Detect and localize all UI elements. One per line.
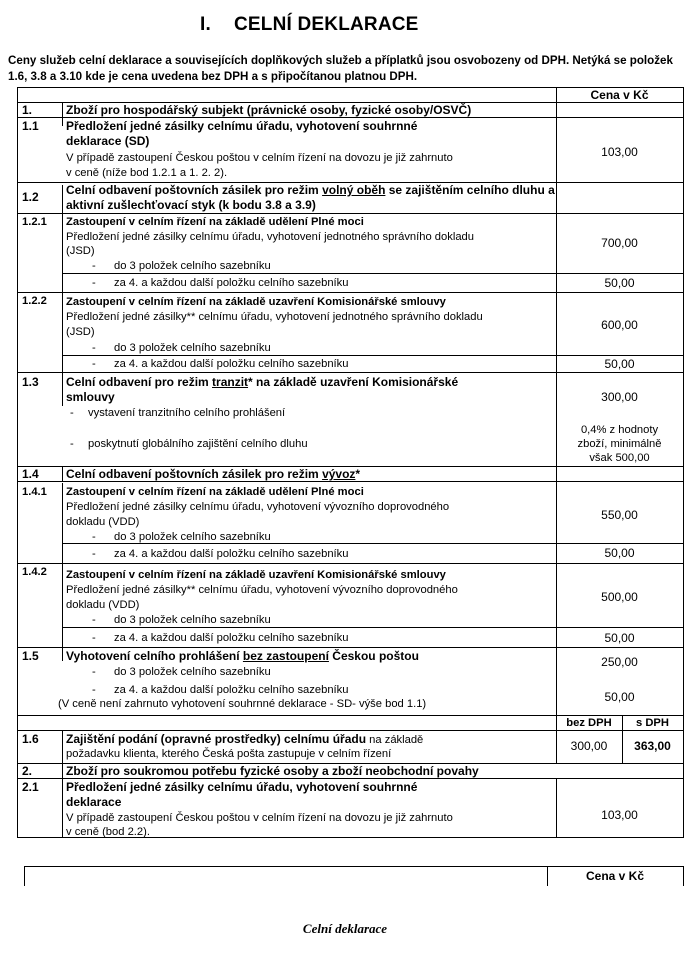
row-title: Celní odbavení poštovních zásilek pro režim vývoz* [66,467,361,481]
bullet: - [92,684,96,696]
bullet: - [92,260,96,272]
row-subitem: poskytnutí globálního zajištění celního dluhu [88,438,308,450]
row-line [24,866,684,867]
price: 103,00 [601,145,638,159]
row-number: 1.4.1 [22,486,47,498]
num-col-divider [62,372,63,406]
row-number: 1.4 [22,467,39,481]
price: 500,00 [601,590,638,604]
table-border-left [17,87,18,837]
row-title: Zajištění podání (opravné prostředky) celnímu úřadu na základě [66,732,424,746]
section-heading: Zboží pro hospodářský subjekt (právnické osoby, fyzické osoby/OSVČ) [66,103,472,117]
bullet: - [70,407,74,419]
row-title: deklarace (SD) [66,134,150,148]
row-number: 1.2.2 [22,295,47,307]
row-subitem: vystavení tranzitního celního prohlášení [88,407,286,419]
num-col-divider [62,466,63,481]
row-note: v ceně (bod 2.2). [66,826,150,838]
bullet: - [92,614,96,626]
price: 300,00 [601,390,638,404]
row-number: 1.1 [22,119,39,133]
bullet: - [92,342,96,354]
row-number: 1.5 [22,649,39,663]
row-text: Předložení jedné zásilky celnímu úřadu, vyhotovení jednotného správního dokladu [66,231,474,243]
price: však 500,00 [589,452,650,464]
section-heading: Zboží pro soukromou potřebu fyzické osoby a zboží neobchodní povahy [66,764,479,778]
row-text: Předložení jedné zásilky celnímu úřadu, vyhotovení vývozního doprovodného [66,501,450,513]
row-number: 1.2 [22,190,39,204]
row-text: (JSD) [66,326,95,338]
row-title: Zastoupení v celním řízení na základě uzavření Komisionářské smlouvy [66,569,446,581]
row-subitem: do 3 položek celního sazebníku [114,614,271,626]
row-title: aktivní zušlechťovací styk (k bodu 3.8 a 3.9) [66,198,316,212]
num-col-divider [62,213,63,292]
row-note: V případě zastoupení Českou poštou v celním řízení na dovozu je již zahrnuto [66,812,453,824]
row-text: Předložení jedné zásilky** celnímu úřadu, vyhotovení vývozního doprovodného [66,584,458,596]
section-title: CELNÍ DEKLARACE [234,14,419,35]
row-subitem: za 4. a každou další položku celního sazebníku [114,548,349,560]
price: 700,00 [601,236,638,250]
price-header: Cena v Kč [590,88,649,102]
row-number: 2. [22,764,33,778]
num-col-divider [62,763,63,778]
row-title: Zastoupení v celním řízení na základě udělení Plné moci [66,216,364,228]
price-with-vat-header: s DPH [636,717,669,729]
intro-paragraph: Ceny služeb celní deklarace a souvisejících doplňkových služeb a příplatků jsou osvobozeny od DPH. Netýká se položek 1.6, 3.8 a 3.10 kde je cena uvedena bez DPH a s připočítanou platnou DPH. [8,54,673,83]
row-subitem: do 3 položek celního sazebníku [114,342,271,354]
row-subitem: do 3 položek celního sazebníku [114,260,271,272]
price: 600,00 [601,318,638,332]
price: 250,00 [601,655,638,669]
bullet: - [92,632,96,644]
row-line [17,730,684,731]
row-title: Předložení jedné zásilky celnímu úřadu, vyhotovení souhrnné [66,119,418,133]
bullet: - [92,666,96,678]
row-number: 1. [22,103,33,117]
num-col-divider [62,563,63,647]
price: 50,00 [604,357,635,371]
bullet: - [92,277,96,289]
row-line [17,563,684,564]
price: 0,4% z hodnoty [580,424,659,436]
price-without-vat: 300,00 [570,739,608,753]
bullet: - [92,548,96,560]
row-line [62,627,684,628]
num-col-divider [62,647,63,661]
row-title: smlouvy [66,390,115,404]
bullet: - [92,358,96,370]
price-without-vat-header: bez DPH [566,717,612,729]
row-title: deklarace [66,795,122,809]
num-col-divider [62,483,63,563]
bullet: - [70,438,74,450]
price: 50,00 [604,276,635,290]
row-line [17,292,684,293]
row-text: (JSD) [66,245,95,257]
row-subitem: za 4. a každou další položku celního sazebníku [114,684,349,696]
num-col-divider [62,292,63,372]
price: 50,00 [604,690,635,704]
row-note: V případě zastoupení Českou poštou v celním řízení na dovozu je již zahrnuto [66,152,453,164]
row-title: Předložení jedné zásilky celnímu úřadu, vyhotovení souhrnné [66,780,418,794]
table-border-left [24,866,25,886]
row-number: 1.3 [22,375,39,389]
row-text: dokladu (VDD) [66,516,140,528]
row-title: Celní odbavení pro režim tranzit* na základě uzavření Komisionářské [66,375,459,389]
row-subitem: do 3 položek celního sazebníku [114,666,271,678]
bullet: - [92,531,96,543]
table-border-right [683,866,684,886]
price: 50,00 [604,631,635,645]
num-col-divider [62,778,63,837]
page-title [200,14,419,36]
row-text: Předložení jedné zásilky** celnímu úřadu, vyhotovení jednotného správního dokladu [66,311,483,323]
row-line [17,372,684,373]
row-number: 1.6 [22,732,39,746]
row-number: 2.1 [22,780,39,794]
table-border-right [683,87,684,837]
page-footer: Celní deklarace [302,921,388,936]
price-header: Cena v Kč [585,869,645,883]
row-line [17,647,684,648]
num-col-divider [62,730,63,763]
row-note: v ceně (níže bod 1.2.1 a 1. 2. 2). [66,167,228,179]
row-text: dokladu (VDD) [66,599,140,611]
price: zboží, minimálně [577,438,662,450]
price: 550,00 [601,508,638,522]
row-subitem: do 3 položek celního sazebníku [114,531,271,543]
num-col-divider [62,185,63,213]
section-number: I. [200,14,211,35]
row-line [17,213,684,214]
row-title: Vyhotovení celního prohlášení bez zastoupení Českou poštou [66,649,419,663]
price: 50,00 [604,546,635,560]
row-subitem: za 4. a každou další položku celního sazebníku [114,358,349,370]
row-note: (V ceně není zahrnuto vyhotovení souhrnné deklarace - SD- výše bod 1.1) [58,698,427,710]
row-text: požadavku klienta, kterého Česká pošta zastupuje v celním řízení [66,748,392,760]
row-line [62,355,684,356]
num-col-divider [62,102,63,126]
row-title: Zastoupení v celním řízení na základě udělení Plné moci [66,486,364,498]
row-number: 1.2.1 [22,216,47,228]
row-subitem: za 4. a každou další položku celního sazebníku [114,277,349,289]
price-with-vat: 363,00 [634,739,671,753]
price: 103,00 [601,808,638,822]
row-number: 1.4.2 [22,566,47,578]
row-title: Zastoupení v celním řízení na základě uzavření Komisionářské smlouvy [66,296,446,308]
row-title: Celní odbavení poštovních zásilek pro režim volný oběh se zajištěním celního dluhu a [66,183,555,197]
row-subitem: za 4. a každou další položku celního sazebníku [114,632,349,644]
row-line [62,273,684,274]
